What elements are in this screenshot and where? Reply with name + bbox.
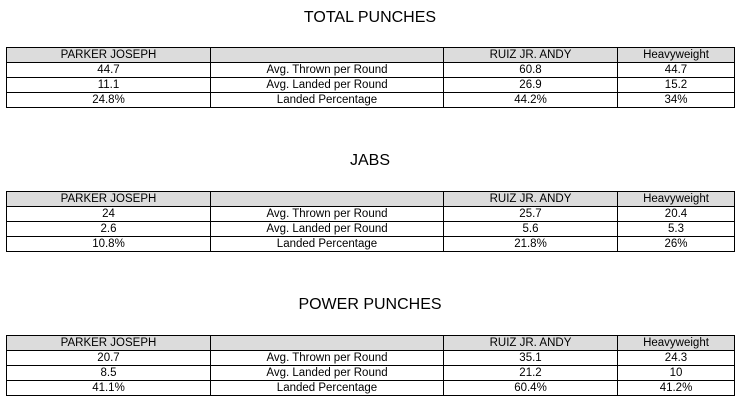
total-punches-table — [6, 47, 735, 108]
division-value: 26% — [618, 237, 735, 252]
fighter-b-value: 44.2% — [444, 93, 618, 108]
fighter-a-value: 20.7 — [7, 351, 211, 366]
fighter-a-value: 44.7 — [7, 63, 211, 78]
jabs-table — [6, 191, 735, 252]
division-header: Heavyweight — [618, 192, 735, 207]
table-header-row — [7, 48, 735, 63]
table-row — [7, 237, 735, 252]
table-row — [7, 222, 735, 237]
division-value: 41.2% — [618, 381, 735, 396]
metric-label: Landed Percentage — [211, 93, 444, 108]
metric-header — [211, 336, 444, 351]
metric-label: Avg. Landed per Round — [211, 222, 444, 237]
fighter-a-value: 24.8% — [7, 93, 211, 108]
fighter-a-header: PARKER JOSEPH — [7, 48, 211, 63]
fighter-b-header: RUIZ JR. ANDY — [444, 336, 618, 351]
fighter-a-value: 11.1 — [7, 78, 211, 93]
division-value: 44.7 — [618, 63, 735, 78]
fighter-b-value: 26.9 — [444, 78, 618, 93]
metric-header — [211, 48, 444, 63]
division-value: 34% — [618, 93, 735, 108]
table-header-row — [7, 192, 735, 207]
table-row — [7, 207, 735, 222]
fighter-b-header: RUIZ JR. ANDY — [444, 48, 618, 63]
fighter-b-value: 5.6 — [444, 222, 618, 237]
division-value: 10 — [618, 366, 735, 381]
fighter-b-value: 60.8 — [444, 63, 618, 78]
division-header: Heavyweight — [618, 48, 735, 63]
division-value: 5.3 — [618, 222, 735, 237]
table-row — [7, 351, 735, 366]
fighter-b-value: 25.7 — [444, 207, 618, 222]
fighter-a-header: PARKER JOSEPH — [7, 192, 211, 207]
power-punches-table — [6, 335, 735, 396]
fighter-b-header: RUIZ JR. ANDY — [444, 192, 618, 207]
division-value: 20.4 — [618, 207, 735, 222]
fighter-a-value: 10.8% — [7, 237, 211, 252]
metric-header — [211, 192, 444, 207]
metric-label: Avg. Thrown per Round — [211, 351, 444, 366]
fighter-b-value: 21.2 — [444, 366, 618, 381]
fighter-b-value: 35.1 — [444, 351, 618, 366]
division-value: 15.2 — [618, 78, 735, 93]
section-title: JABS — [349, 152, 390, 169]
table-row — [7, 381, 735, 396]
fighter-a-value: 2.6 — [7, 222, 211, 237]
fighter-b-value: 21.8% — [444, 237, 618, 252]
section-title: POWER PUNCHES — [298, 296, 442, 313]
fighter-a-value: 8.5 — [7, 366, 211, 381]
division-value: 24.3 — [618, 351, 735, 366]
metric-label: Avg. Landed per Round — [211, 78, 444, 93]
table-row — [7, 93, 735, 108]
metric-label: Landed Percentage — [211, 381, 444, 396]
fighter-a-header: PARKER JOSEPH — [7, 336, 211, 351]
fighter-a-value: 41.1% — [7, 381, 211, 396]
metric-label: Landed Percentage — [211, 237, 444, 252]
table-row — [7, 63, 735, 78]
metric-label: Avg. Landed per Round — [211, 366, 444, 381]
fighter-b-value: 60.4% — [444, 381, 618, 396]
division-header: Heavyweight — [618, 336, 735, 351]
section-title: TOTAL PUNCHES — [303, 9, 437, 26]
metric-label: Avg. Thrown per Round — [211, 63, 444, 78]
metric-label: Avg. Thrown per Round — [211, 207, 444, 222]
fighter-a-value: 24 — [7, 207, 211, 222]
table-header-row — [7, 336, 735, 351]
table-row — [7, 366, 735, 381]
table-row — [7, 78, 735, 93]
